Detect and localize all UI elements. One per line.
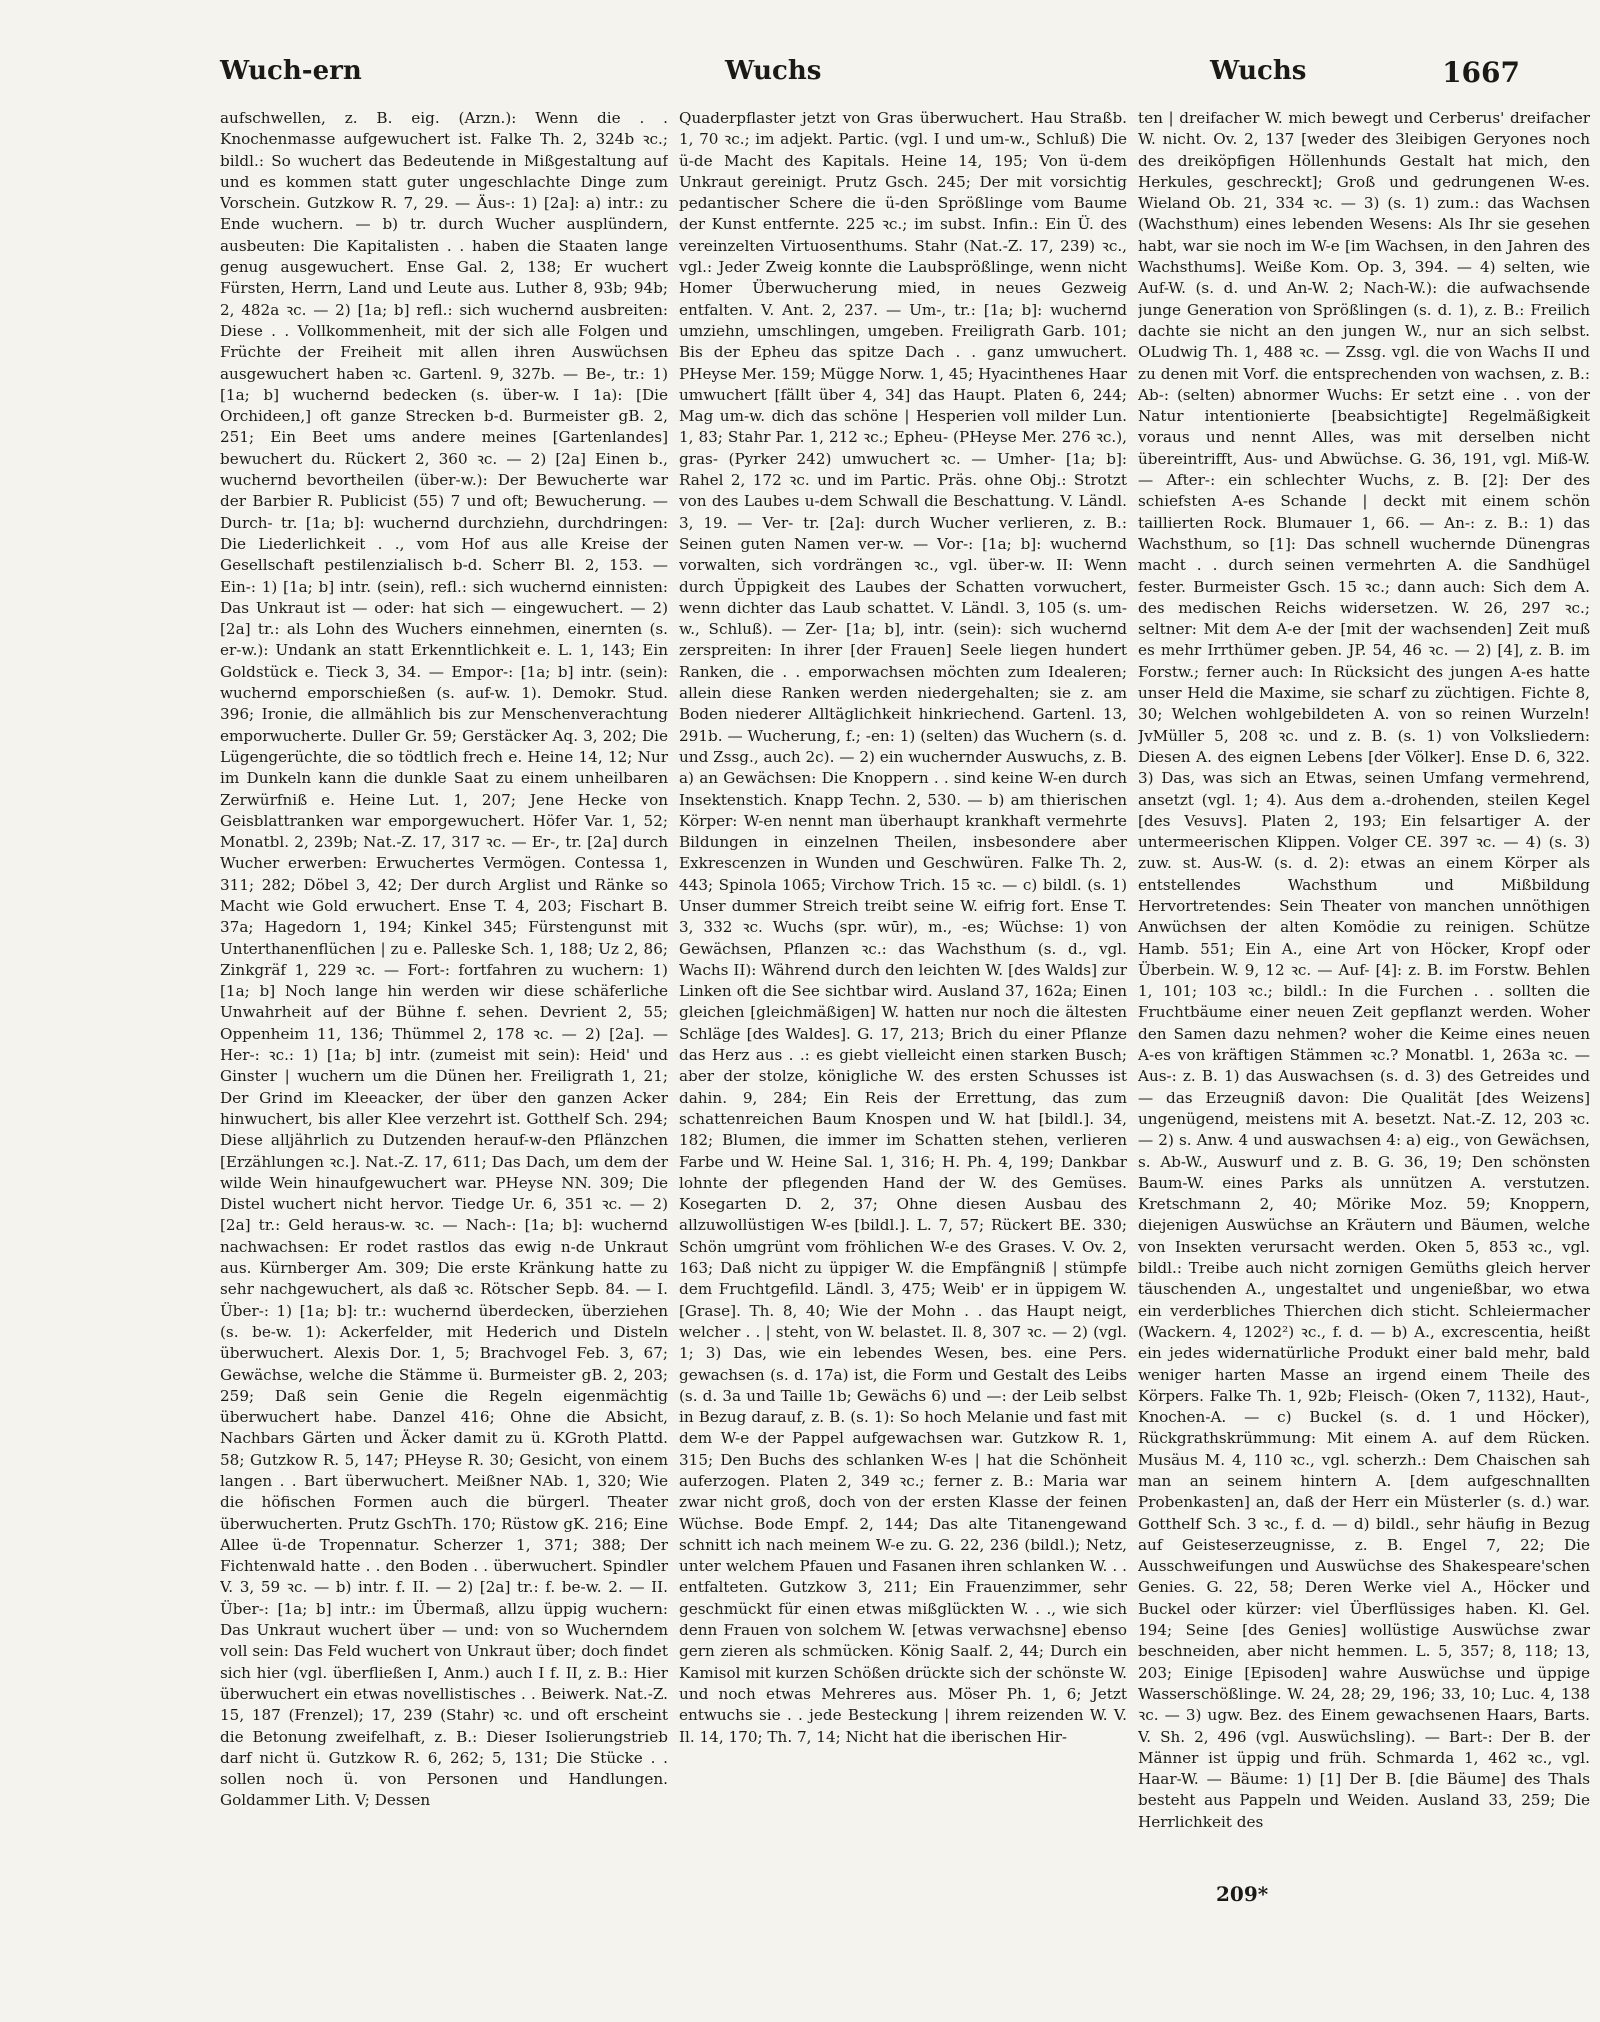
header-left-catchword: Wuch-ern: [220, 56, 362, 86]
text-column-3: [1138, 108, 1590, 1873]
text-column-1: [220, 108, 668, 1873]
header-center-catchword: Wuchs: [725, 56, 822, 86]
running-header: [220, 56, 1520, 96]
column-1-text: aufschwellen, z. B. eig. (Arzn.): Wenn die . . Knochenmasse aufgewuchert ist. Falke Th. 2, 324b ꝛc.; bildl.: So wuchert das Bedeutende in Mißgestaltung auf und es kommen statt guter ungeschlachte Dinge zum Vorschein. Gutzkow R. 7, 29. — Äus-: 1) [2a]: a) intr.: zu Ende wuchern. — b) tr. durch Wucher ausplündern, ausbeuten: Die Kapitalisten . . haben die Staaten lange genug ausgewuchert. Ense Gal. 2, 138; Er wuchert Fürsten, Herrn, Land und Leute aus. Luther 8, 93b; 94b; 2, 482a ꝛc. — 2) [1a; b] refl.: sich wuchernd ausbreiten: Diese . . Vollkommenheit, mit der sich alle Folgen und Früchte der Freiheit mit allen ihren Auswüchsen ausgewuchert haben ꝛc. Gartenl. 9, 327b. — Be-, tr.: 1) [1a; b] wuchernd bedecken (s. über-w. I 1a): [Die Orchideen,] oft ganze Strecken b-d. Burmeister gB. 2, 251; Ein Beet ums andere meines [Gartenlandes] bewuchert du. Rückert 2, 360 ꝛc. — 2) [2a] Einen b., wuchernd bevortheilen (über-w.): Der Bewucherte war der Barbier R. Publicist (55) 7 und oft; Bewucherung. — Durch- tr. [1a; b]: wuchernd durchziehn, durchdringen: Die Liederlichkeit . ., vom Hof aus alle Kreise der Gesellschaft pestilenzialisch b-d. Scherr Bl. 2, 153. — Ein-: 1) [1a; b] intr. (sein), refl.: sich wuchernd einnisten: Das Unkraut ist — oder: hat sich — eingewuchert. — 2) [2a] tr.: als Lohn des Wuchers einnehmen, einernten (s. er-w.): Undank an statt Erkenntlichkeit e. L. 1, 143; Ein Goldstück e. Tieck 3, 34. — Empor-: [1a; b] intr. (sein): wuchernd emporschießen (s. auf-w. 1). Demokr. Stud. 396; Ironie, die allmählich bis zur Menschenverachtung emporwucherte. Duller Gr. 59; Gerstäcker Aq. 3, 202; Die Lügengerüchte, die so tödtlich frech e. Heine 14, 12; Nur im Dunkeln kann die dunkle Saat zu einem unheilbaren Zerwürfniß e. Heine Lut. 1, 207; Jene Hecke von Geisblattranken war emporgewuchert. Höfer Var. 1, 52; Monatbl. 2, 239b; Nat.-Z. 17, 317 ꝛc. — Er-, tr. [2a] durch Wucher erwerben: Erwuchertes Vermögen. Contessa 1, 311; 282; Döbel 3, 42; Der durch Arglist und Ränke so Macht wie Gold erwuchert. Ense T. 4, 203; Fischart B. 37a; Hagedorn 1, 194; Kinkel 345; Fürstengunst mit Unterthanenflüchen | zu e. Palleske Sch. 1, 188; Uz 2, 86; Zinkgräf 1, 229 ꝛc. — Fort-: fortfahren zu wuchern: 1) [1a; b] Noch lange hin werden wir diese schäferliche Unwahrheit auf der Bühne f. sehen. Devrient 2, 55; Oppenheim 11, 136; Thümmel 2, 178 ꝛc. — 2) [2a]. — Her-: ꝛc.: 1) [1a; b] intr. (zumeist mit sein): Heid' und Ginster | wuchern um die Dünen her. Freiligrath 1, 21; Der Grind im Kleeacker, der über den ganzen Acker hinwuchert, bis aller Klee verzehrt ist. Gotthelf Sch. 294; Diese alljährlich zu Dutzenden herauf-w-den Pflänzchen [Erzählungen ꝛc.]. Nat.-Z. 17, 611; Das Dach, um dem der wilde Wein hinaufgewuchert war. PHeyse NN. 309; Die Distel wuchert nicht hervor. Tiedge Ur. 6, 351 ꝛc. — 2) [2a] tr.: Geld heraus-w. ꝛc. — Nach-: [1a; b]: wuchernd nachwachsen: Er rodet rastlos das ewig n-de Unkraut aus. Kürnberger Am. 309; Die erste Kränkung hatte zu sehr nachgewuchert, als daß ꝛc. Rötscher Sepb. 84. — I. Über-: 1) [1a; b]: tr.: wuchernd überdecken, überziehen (s. be-w. 1): Ackerfelder, mit Hederich und Disteln überwuchert. Alexis Dor. 1, 5; Brachvogel Feb. 3, 67; Gewächse, welche die Stämme ü. Burmeister gB. 2, 203; 259; Daß sein Genie die Regeln eigenmächtig überwuchert habe. Danzel 416; Ohne die Absicht, Nachbars Gärten und Äcker damit zu ü. KGroth Plattd. 58; Gutzkow R. 5, 147; PHeyse R. 30; Gesicht, von einem langen . . Bart überwuchert. Meißner NAb. 1, 320; Wie die höfischen Formen auch die bürgerl. Theater überwucherten. Prutz GschTh. 170; Rüstow gK. 216; Eine Allee ü-de Tropennatur. Scherzer 1, 371; 388; Der Fichtenwald hatte . . den Boden . . überwuchert. Spindler V. 3, 59 ꝛc. — b) intr. f. II. — 2) [2a] tr.: f. be-w. 2. — II. Über-: [1a; b] intr.: im Übermaß, allzu üppig wuchern: Das Unkraut wuchert über — und: von so Wucherndem voll sein: Das Feld wuchert von Unkraut über; doch findet sich hier (vgl. überfließen I, Anm.) auch I f. II, z. B.: Hier überwuchert ein etwas novellistisches . . Beiwerk. Nat.-Z. 15, 187 (Frenzel); 17, 239 (Stahr) ꝛc. und oft erscheint die Betonung zweifelhaft, z. B.: Dieser Isolierungstrieb darf nicht ü. Gutzkow R. 6, 262; 5, 131; Die Stücke . . sollen noch ü. von Personen und Handlungen. Goldammer Lith. V; Dessen: [220, 109, 668, 1810]
column-2-text: Quaderpflaster jetzt von Gras überwuchert. Hau Straßb. 1, 70 ꝛc.; im adjekt. Partic. (vgl. I und um-w., Schluß) Die ü-de Macht des Kapitals. Heine 14, 195; Von ü-dem Unkraut gereinigt. Prutz Gsch. 245; Der mit vorsichtig pedantischer Schere die ü-den Sprößlinge vom Baume der Kunst entfernte. 225 ꝛc.; im subst. Infin.: Ein Ü. des vereinzelten Virtuosenthums. Stahr (Nat.-Z. 17, 239) ꝛc., vgl.: Jeder Zweig konnte die Laubsprößlinge, wenn nicht Homer Überwucherung mied, in neues Gezweig entfalten. V. Ant. 2, 237. — Um-, tr.: [1a; b]: wuchernd umziehn, umschlingen, umgeben. Freiligrath Garb. 101; Bis der Epheu das spitze Dach . . ganz umwuchert. PHeyse Mer. 159; Mügge Norw. 1, 45; Hyacinthenes Haar umwuchert [fällt über 4, 34] das Haupt. Platen 6, 244; Mag um-w. dich das schöne | Hesperien voll milder Lun. 1, 83; Stahr Par. 1, 212 ꝛc.; Epheu- (PHeyse Mer. 276 ꝛc.), gras- (Pyrker 242) umwuchert ꝛc. — Umher- [1a; b]: Rahel 2, 172 ꝛc. und im Partic. Präs. ohne Obj.: Strotzt von des Laubes u-dem Schwall die Beschattung. V. Ländl. 3, 19. — Ver- tr. [2a]: durch Wucher verlieren, z. B.: Seinen guten Namen ver-w. — Vor-: [1a; b]: wuchernd vorwalten, sich vordrängen ꝛc., vgl. über-w. II: Wenn durch Üppigkeit des Laubes der Schatten vorwuchert, wenn dichter das Laub schattet. V. Ländl. 3, 105 (s. um-w., Schluß). — Zer- [1a; b], intr. (sein): sich wuchernd zerspreiten: In ihrer [der Frauen] Seele liegen hundert Ranken, die . . emporwachsen möchten zum Idealeren; allein diese Ranken werden niedergehalten; sie z. am Boden niederer Alltäglichkeit hinkriechend. Gartenl. 13, 291b. — Wucherung, f.; -en: 1) (selten) das Wuchern (s. d. und Zssg., auch 2c). — 2) ein wuchernder Auswuchs, z. B. a) an Gewächsen: Die Knoppern . . sind keine W-en durch Insektenstich. Knapp Techn. 2, 530. — b) am thierischen Körper: W-en nennt man überhaupt krankhaft vermehrte Bildungen in einzelnen Theilen, insbesondere aber Exkrescenzen in Wunden und Geschwüren. Falke Th. 2, 443; Spinola 1065; Virchow Trich. 15 ꝛc. — c) bildl. (s. 1) Unser dummer Streich treibt seine W. eifrig fort. Ense T. 3, 332 ꝛc. Wuchs (spr. wūr), m., -es; Wüchse: 1) von Gewächsen, Pflanzen ꝛc.: das Wachsthum (s. d., vgl. Wachs II): Während durch den leichten W. [des Walds] zur Linken oft die See sichtbar wird. Ausland 37, 162a; Einen gleichen [gleichmäßigen] W. hatten nur noch die ältesten Schläge [des Waldes]. G. 17, 213; Brich du einer Pflanze das Herz aus . .: es giebt vielleicht einen starken Busch; aber der stolze, königliche W. des ersten Schusses ist dahin. 9, 284; Ein Reis der Errettung, das zum schattenreichen Baum Knospen und W. hat [bildl.]. 34, 182; Blumen, die immer im Schatten stehen, verlieren Farbe und W. Heine Sal. 1, 316; H. Ph. 4, 199; Dankbar lohnte der pflegenden Hand der W. des Gemüses. Kosegarten D. 2, 37; Ohne diesen Ausbau des allzuwollüstigen W-es [bildl.]. L. 7, 57; Rückert BE. 330; Schön umgrünt vom fröhlichen W-e des Grases. V. Ov. 2, 163; Daß nicht zu üppiger W. die Empfängniß | stümpfe dem Fruchtgefild. Ländl. 3, 475; Weib' er in üppigem W. [Grase]. Th. 8, 40; Wie der Mohn . . das Haupt neigt, welcher . . | steht, von W. belastet. Il. 8, 307 ꝛc. — 2) (vgl. 1; 3) Das, wie ein lebendes Wesen, bes. eine Pers. gewachsen (s. d. 17a) ist, die Form und Gestalt des Leibs (s. d. 3a und Taille 1b; Gewächs 6) und —: der Leib selbst in Bezug darauf, z. B. (s. 1): So hoch Melanie und fast mit dem W-e der Pappel aufgewachsen war. Gutzkow R. 1, 315; Den Buchs des schlanken W-es | hat die Schönheit auferzogen. Platen 2, 349 ꝛc.; ferner z. B.: Maria war zwar nicht groß, doch von der ersten Klasse der feinen Wüchse. Bode Empf. 2, 144; Das alte Titanengewand schnitt ich nach meinem W-e zu. G. 22, 236 (bildl.); Netz, unter welchem Pfauen und Fasanen ihren schlanken W. . . entfalteten. Gutzkow 3, 211; Ein Frauenzimmer, sehr geschmückt für einen etwas mißglückten W. . ., wie sich denn Frauen von solchem W. [etwas verwachsne] ebenso gern zieren als schmücken. König Saalf. 2, 44; Durch ein Kamisol mit kurzen Schößen drückte sich der schönste W. und noch etwas Mehreres aus. Möser Ph. 1, 6; Jetzt entwuchs sie . . jede Besteckung | ihrem reizenden W. V. Il. 14, 170; Th. 7, 14; Nicht hat die iberischen Hir-: [679, 109, 1127, 1746]
page-number: 1667: [1442, 56, 1520, 89]
column-3-text: ten | dreifacher W. mich bewegt und Cerberus' dreifacher W. nicht. Ov. 2, 137 [weder des 3leibigen Geryones noch des dreiköpfigen Höllenhunds Gestalt hat mich, den Herkules, geschreckt]; Groß und gedrungenen W-es. Wieland Ob. 21, 334 ꝛc. — 3) (s. 1) zum.: das Wachsen (Wachsthum) eines lebenden Wesens: Als Ihr sie gesehen habt, war sie noch im W-e [im Wachsen, in den Jahren des Wachsthums]. Weiße Kom. Op. 3, 394. — 4) selten, wie Auf-W. (s. d. und An-W. 2; Nach-W.): die aufwachsende junge Generation von Sprößlingen (s. d. 1), z. B.: Freilich dachte sie nicht an den jungen W., nur an sich selbst. OLudwig Th. 1, 488 ꝛc. — Zssg. vgl. die von Wachs II und zu denen mit Vorf. die entsprechenden von wachsen, z. B.: Ab-: (selten) abnormer Wuchs: Er setzt eine . . von der Natur intentionierte [beabsichtigte] Regelmäßigkeit voraus und nennt Alles, was mit derselben nicht übereintrifft, Aus- und Abwüchse. G. 36, 191, vgl. Miß-W. — After-: ein schlechter Wuchs, z. B. [2]: Der des schiefsten A-es Schande | deckt mit einem schön taillierten Rock. Blumauer 1, 66. — An-: z. B.: 1) das Wachsthum, so [1]: Das schnell wuchernde Dünengras macht . . durch seinen vermehrten A. die Sandhügel fester. Burmeister Gsch. 15 ꝛc.; dann auch: Sich dem A. des medischen Reichs widersetzen. W. 26, 297 ꝛc.; seltner: Mit dem A-e der [mit der wachsenden] Zeit muß es mehr Irrthümer geben. JP. 54, 46 ꝛc. — 2) [4], z. B. im Forstw.; ferner auch: In Rücksicht des jungen A-es hatte unser Held die Maxime, sie scharf zu züchtigen. Fichte 8, 30; Welchen wohlgebildeten A. von so reinen Wurzeln! JvMüller 5, 208 ꝛc. und z. B. (s. 1) von Volksliedern: Diesen A. des eignen Lebens [der Völker]. Ense D. 6, 322. 3) Das, was sich an Etwas, seinen Umfang vermehrend, ansetzt (vgl. 1; 4). Aus dem a.-drohenden, steilen Kegel [des Vesuvs]. Platen 2, 193; Ein felsartiger A. der untermeerischen Klippen. Volger CE. 397 ꝛc. — 4) (s. 3) zuw. st. Aus-W. (s. d. 2): etwas an einem Körper als entstellendes Wachsthum und Mißbildung Hervortretendes: Sein Theater von manchen unnöthigen Anwüchsen der alten Komödie zu reinigen. Schütze Hamb. 551; Ein A., eine Art von Höcker, Kropf oder Überbein. W. 9, 12 ꝛc. — Auf- [4]: z. B. im Forstw. Behlen 1, 101; 103 ꝛc.; bildl.: In die Furchen . . sollten die Fruchtbäume einer neuen Zeit gepflanzt werden. Woher den Samen dazu nehmen? woher die Keime eines neuen A-es von kräftigen Stämmen ꝛc.? Monatbl. 1, 263a ꝛc. — Aus-: z. B. 1) das Auswachsen (s. d. 3) des Getreides und — das Erzeugniß davon: Die Qualität [des Weizens] ungenügend, meistens mit A. besetzt. Nat.-Z. 12, 203 ꝛc. — 2) s. Anw. 4 und auswachsen 4: a) eig., von Gewächsen, s. Ab-W., Auswurf und z. B. G. 36, 19; Den schönsten Baum-W. eines Parks als unnützen A. verstutzen. Kretschmann 2, 40; Mörike Moz. 59; Knoppern, diejenigen Auswüchse an Kräutern und Bäumen, welche von Insekten verursacht werden. Oken 5, 853 ꝛc., vgl. bildl.: Treibe auch nicht zornigen Gemüths gleich herver täuschenden A., ungestaltet und ungenießbar, wo etwa ein verderbliches Thierchen dich sticht. Schleiermacher (Wackern. 4, 1202²) ꝛc., f. d. — b) A., excrescentia, heißt ein jedes widernatürliche Produkt einer bald mehr, bald weniger harten Masse an irgend einem Theile des Körpers. Falke Th. 1, 92b; Fleisch- (Oken 7, 1132), Haut-, Knochen-A. — c) Buckel (s. d. 1 und Höcker), Rückgrathskrümmung: Mit einem A. auf dem Rücken. Musäus M. 4, 110 ꝛc., vgl. scherzh.: Dem Chaischen sah man an seinem hintern A. [dem aufgeschnallten Probenkasten] an, daß der Herr ein Müsterler (s. d.) war. Gotthelf Sch. 3 ꝛc., f. d. — d) bildl., sehr häufig in Bezug auf Geisteserzeugnisse, z. B. Engel 7, 22; Die Ausschweifungen und Auswüchse des Shakespeare'schen Genies. G. 22, 58; Deren Werke viel A., Höcker und Buckel oder kürzer: viel Überflüssiges haben. Kl. Gel. 194; Seine [des Genies] wollüstige Auswüchse zwar beschneiden, aber nicht hemmen. L. 5, 357; 8, 118; 13, 203; Einige [Episoden] wahre Auswüchse und üppige Wasserschößlinge. W. 24, 28; 29, 196; 33, 10; Luc. 4, 138 ꝛc. — 3) ugw. Bez. des Einem gewachsenen Haars, Barts. V. Sh. 2, 496 (vgl. Auswüchsling). — Bart-: Der B. der Männer ist üppig und früh. Schmarda 1, 462 ꝛc., vgl. Haar-W. — Bäume: 1) [1] Der B. [die Bäume] des Thals besteht aus Pappeln und Weiden. Ausland 33, 259; Die Herrlichkeit des: [1138, 109, 1590, 1831]
header-right-catchword: Wuchs: [1210, 56, 1307, 86]
text-column-2: [679, 108, 1127, 1873]
signature-mark: 209*: [1216, 1882, 1269, 1906]
